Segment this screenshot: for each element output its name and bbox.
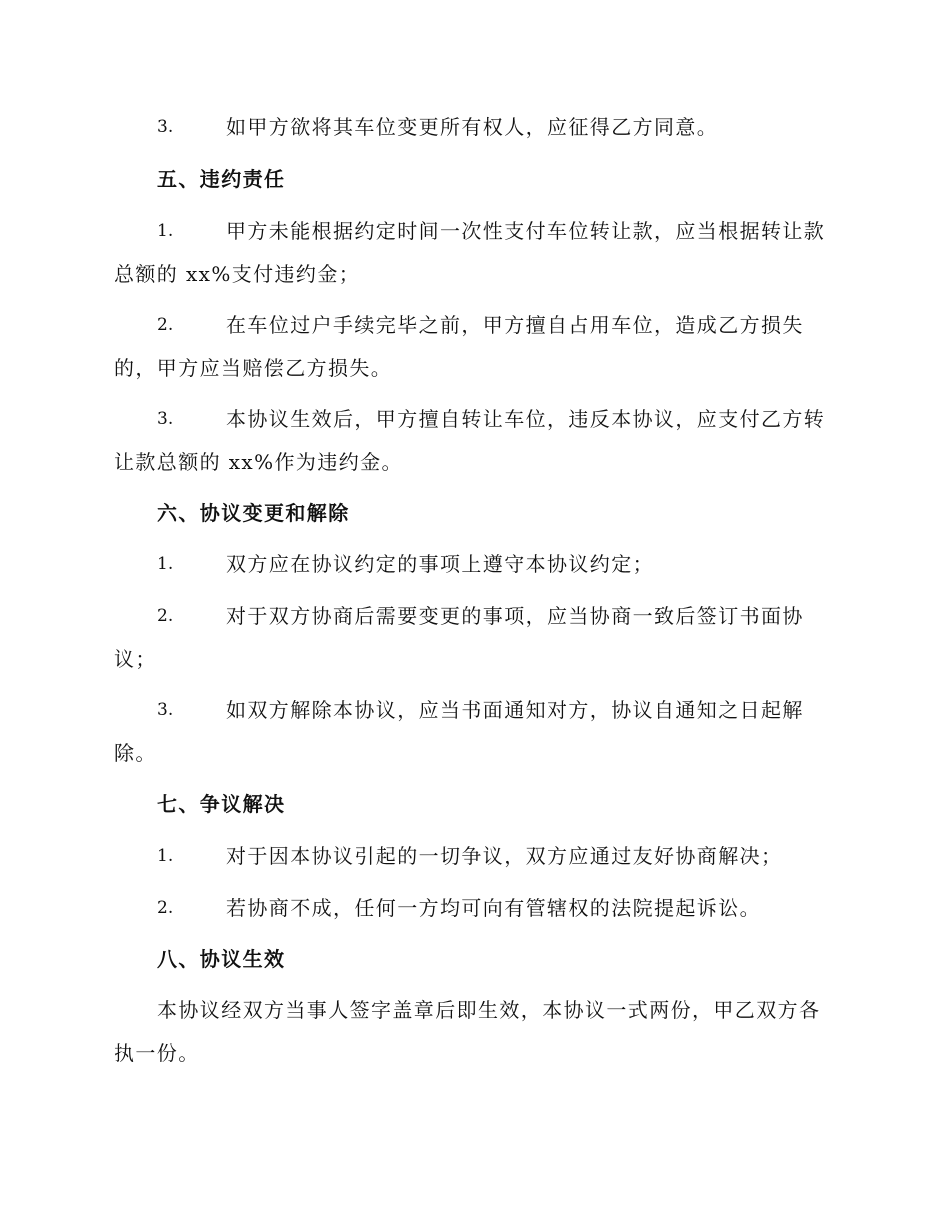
section-heading: 八、协议生效	[157, 947, 286, 971]
list-item-text: 双方应在协议约定的事项上遵守本协议约定；	[226, 552, 654, 576]
list-item-text: 如甲方欲将其车位变更所有权人，应征得乙方同意。	[226, 115, 719, 139]
list-item-number: 2.	[157, 898, 174, 918]
list-item-number: 1.	[157, 221, 174, 241]
list-item-text-continued: 除。	[114, 741, 157, 765]
section-heading: 七、争议解决	[157, 792, 286, 816]
list-item-number: 3.	[157, 700, 174, 720]
list-item-number: 2.	[157, 315, 174, 335]
list-item-text: 在车位过户手续完毕之前，甲方擅自占用车位，造成乙方损失	[226, 313, 804, 337]
paragraph-text-continued: 执一份。	[114, 1041, 200, 1065]
section-heading: 六、协议变更和解除	[157, 501, 350, 525]
list-item-number: 1.	[157, 554, 174, 574]
list-item-text-continued: 总额的 xx%支付违约金；	[114, 262, 361, 286]
list-item-text-continued: 的，甲方应当赔偿乙方损失。	[114, 356, 393, 380]
list-item-text: 本协议生效后，甲方擅自转让车位，违反本协议，应支付乙方转	[226, 407, 826, 431]
list-item-text: 若协商不成，任何一方均可向有管辖权的法院提起诉讼。	[226, 896, 761, 920]
list-item-number: 3.	[157, 409, 174, 429]
list-item-text: 如双方解除本协议，应当书面通知对方，协议自通知之日起解	[226, 698, 804, 722]
list-item-text: 对于因本协议引起的一切争议，双方应通过友好协商解决；	[226, 844, 783, 868]
list-item-text-continued: 议；	[114, 647, 157, 671]
list-item-text: 甲方未能根据约定时间一次性支付车位转让款，应当根据转让款	[226, 219, 826, 243]
list-item-text: 对于双方协商后需要变更的事项，应当协商一致后签订书面协	[226, 604, 804, 628]
paragraph-text: 本协议经双方当事人签字盖章后即生效，本协议一式两份，甲乙双方各	[157, 998, 821, 1022]
section-heading: 五、违约责任	[157, 167, 286, 191]
list-item-number: 1.	[157, 846, 174, 866]
list-item-number: 2.	[157, 606, 174, 626]
list-item-text-continued: 让款总额的 xx%作为违约金。	[114, 450, 403, 474]
list-item-number: 3.	[157, 117, 174, 137]
